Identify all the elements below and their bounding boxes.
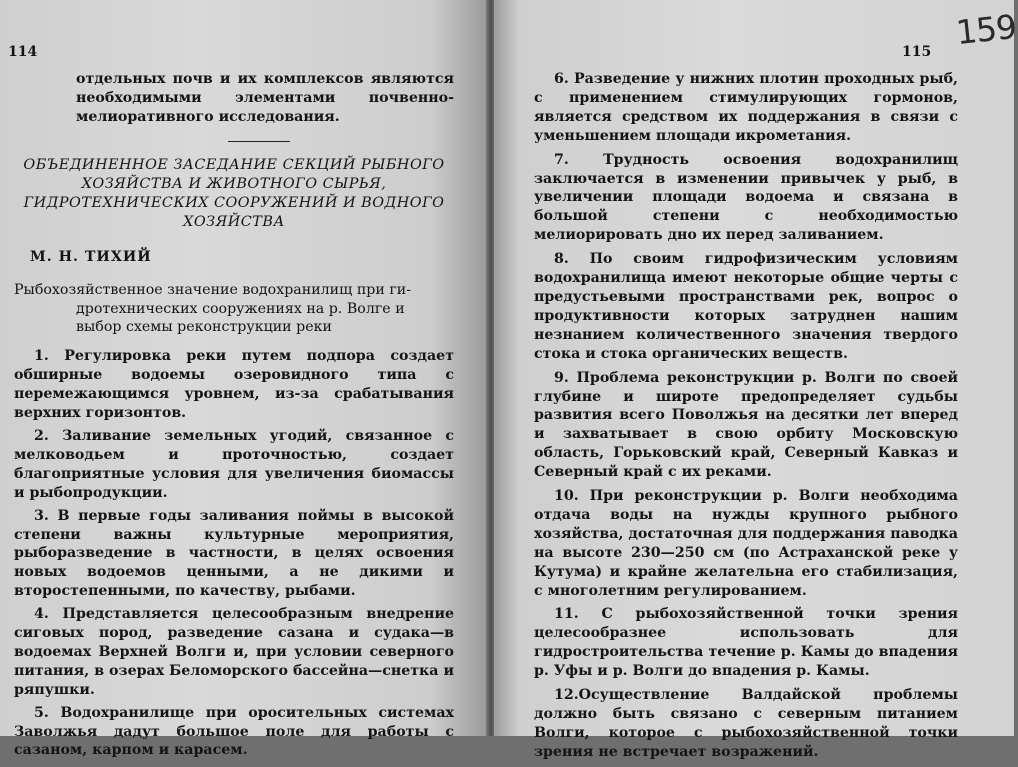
paper-title-rest: дротехнических сооружениях на р. Волге и выбор схемы реконструкции реки	[76, 300, 405, 336]
section-heading: ОБЪЕДИНЕННОЕ ЗАСЕДАНИЕ СЕКЦИЙ РЫБНОГО ХОЗЯЙСТВА И ЖИВОТНОГО СЫРЬЯ, ГИДРОТЕХНИЧЕСКИХ СООРУЖЕНИЙ И ВОДНОГО ХОЗЯЙСТВА	[23, 156, 445, 230]
list-item: 6. Разведение у нижних плотин проходных рыб, с применением стимулирующих гормонов, является средством их поддержания в связи с уменьшением площади икрометания.	[534, 71, 958, 144]
list-item: 8. По своим гидрофизическим условиям водохранилища имеют некоторые общие черты с предустьевыми пространствами рек, вопрос о продуктивности которых затруднен нашим незнанием количественного значения твердого стока и стока органических веществ.	[534, 251, 958, 362]
list-item: 5. Водохранилище при оросительных системах Заволжья дадут большое поле для работы с сазаном, карпом и карасем.	[14, 704, 454, 759]
list-item: 3. В первые годы заливания поймы в высокой степени важны культурные мероприятия, рыборазведение в частности, в целях освоения новых водоемов ценными, а не дикими и второстепенными, по качеству, рыбами.	[14, 507, 454, 600]
right-column	[534, 70, 958, 767]
list-item: 9. Проблема реконструкции р. Волги по своей глубине и широте предопределяет судьбы развития всего Поволжья на десятки лет вперед и захватывает в свою орбиту Московскую область, Горьковский край, Северный Кавказ и Северный край с их реками.	[534, 369, 958, 481]
list-item: 10. При реконструкции р. Волги необходима отдача воды на нужды крупного рыбного хозяйства, достаточная для поддержания паводка на высоте 230—250 см (по Астраханской реке у Кутума) и крайне желательна его стабилизация, с многолетним регулированием.	[534, 488, 958, 599]
continuation-paragraph: отдельных почв и их комплексов являются необходимыми элементами почвенно-мелиоративного исследования.	[76, 71, 454, 125]
left-page	[0, 0, 488, 759]
list-item: 1. Регулировка реки путем подпора создает обширные водоемы озеровидного типа с перемежающимся уровнем, из-за срабатывания верхних горизонтов.	[14, 348, 454, 422]
list-item: 7. Трудность освоения водохранилищ заключается в изменении привычек у рыб, в увеличении площади водоема и связана в большой степени с необходимостью мелиорировать дно их перед заливанием.	[534, 151, 958, 244]
paper-title-line1: Рыбохозяйственное значение водохранилищ при ги-	[14, 281, 412, 298]
left-column	[14, 70, 454, 764]
author-name: М. Н. ТИХИЙ	[30, 248, 152, 265]
page-number-left: 114	[8, 44, 38, 60]
page-number-right: 115	[902, 44, 932, 60]
list-item: 4. Представляется целесообразным внедрение сиговых пород, разведение сазана и судака—в водоемах Верхней Волги и, при условии северного питания, в озерах Беломорского бассейна—снетка и ряпушки.	[14, 606, 454, 698]
right-page	[494, 0, 1018, 760]
handwritten-folio-number: 159	[954, 6, 1018, 53]
list-item: 2. Заливание земельных угодий, связанное с мелководьем и проточностью, создает благоприятные условия для увеличения биомассы и рыбопродукции.	[14, 427, 454, 501]
list-item: 11. С рыбохозяйственной точки зрения целесообразнее использовать для гидростроительства течение р. Камы до впадения р. Уфы и р. Волги до впадения р. Камы.	[534, 606, 958, 680]
paper-title	[14, 281, 454, 338]
list-item: 12.Осуществление Валдайской проблемы должно быть связано с северным питанием Волги, которое с рыбохозяйственной точки зрения не встречает возражений.	[534, 687, 958, 760]
section-divider	[228, 141, 290, 142]
